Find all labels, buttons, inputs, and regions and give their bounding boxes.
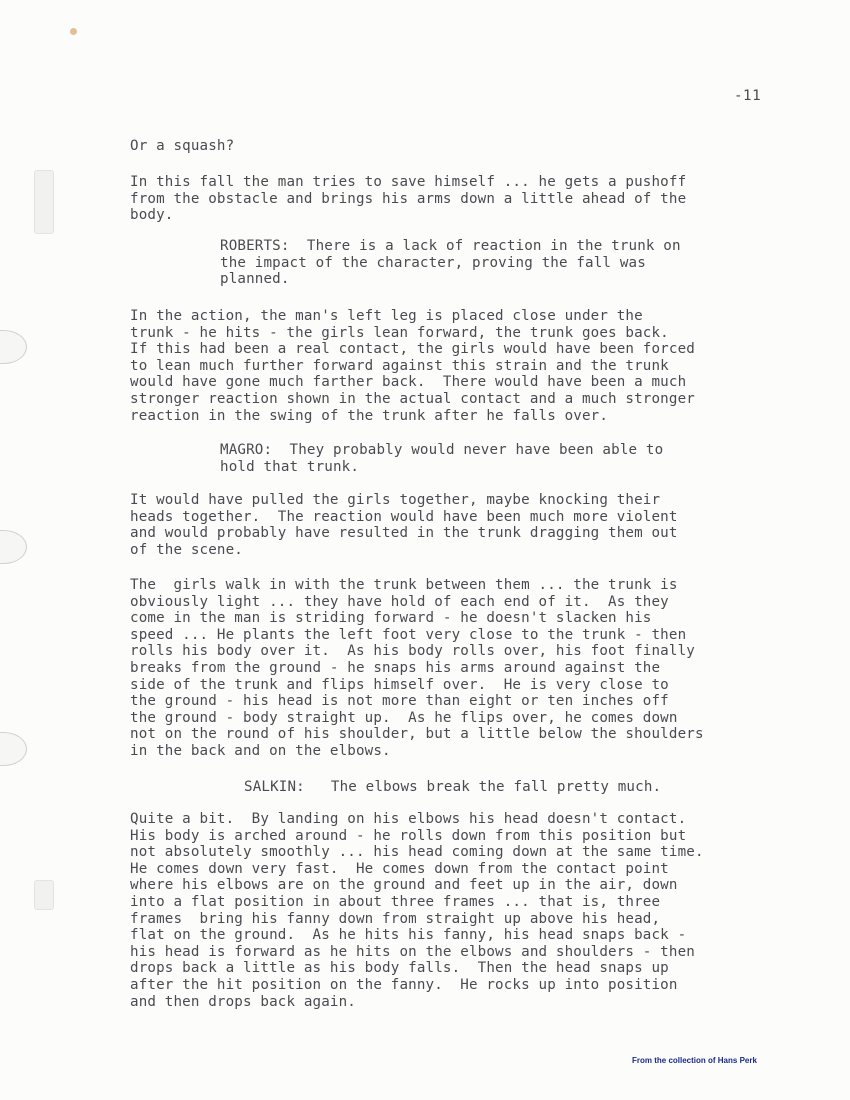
punch-hole xyxy=(0,530,27,564)
paragraph-reaction: It would have pulled the girls together, maybe knocking their heads together. The reaction would have been much more violent and would probably have resulted in the trunk dragging them out of the scene. xyxy=(130,492,678,558)
paragraph-question: Or a squash? xyxy=(130,138,235,154)
dialogue-roberts: ROBERTS: There is a lack of reaction in the trunk on the impact of the character, proving the fall was planned. xyxy=(220,238,681,288)
dialogue-salkin: SALKIN: The elbows break the fall pretty much. xyxy=(244,779,662,795)
binder-tab xyxy=(34,880,54,910)
paragraph-landing: Quite a bit. By landing on his elbows his head doesn't contact. His body is arched around - he rolls down from this position but not absolutely smoothly ... his head coming down at the same time. He comes down very fast. He comes down from the contact point where his elbows are on the ground and feet up in the air, down into a flat position in about three frames ... that is, three frames bring his fanny down from straight up above his head, flat on the ground. As he hits his fanny, his head snaps back - his head is forward as he hits on the elbows and shoulders - then drops back a little as his body falls. Then the head snaps up after the hit position on the fanny. He rocks up into position and then drops back again. xyxy=(130,811,704,1010)
paper-stain xyxy=(70,28,77,35)
binder-tab xyxy=(34,170,54,234)
page-number: -11 xyxy=(734,88,762,104)
punch-hole xyxy=(0,330,27,364)
paragraph-trunk-walk: The girls walk in with the trunk between them ... the trunk is obviously light ... they have hold of each end of it. As they come in the man is striding forward - he doesn't slacken his speed ... He plants the left foot very close to the trunk - then rolls his body over it. As his body rolls over, his foot finally breaks from the ground - he snaps his arms around against the side of the trunk and flips himself over. He is very close to the ground - his head is not more than eight or ten inches off the ground - body straight up. As he flips over, he comes down not on the round of his shoulder, but a little below the shoulders in the back and on the elbows. xyxy=(130,577,704,759)
paragraph-action-analysis: In the action, the man's left leg is placed close under the trunk - he hits - the girls lean forward, the trunk goes back. If this had been a real contact, the girls would have been forced to lean much further forward against this strain and the trunk would have gone much farther back. There would have been a much stronger reaction shown in the actual contact and a much stronger reaction in the swing of the trunk after he falls over. xyxy=(130,308,695,424)
dialogue-magro: MAGRO: They probably would never have been able to hold that trunk. xyxy=(220,442,664,475)
punch-hole xyxy=(0,732,27,766)
collection-credit: From the collection of Hans Perk xyxy=(632,1056,757,1065)
paragraph-fall-description: In this fall the man tries to save himself ... he gets a pushoff from the obstacle and brings his arms down a little ahead of the body. xyxy=(130,174,687,224)
